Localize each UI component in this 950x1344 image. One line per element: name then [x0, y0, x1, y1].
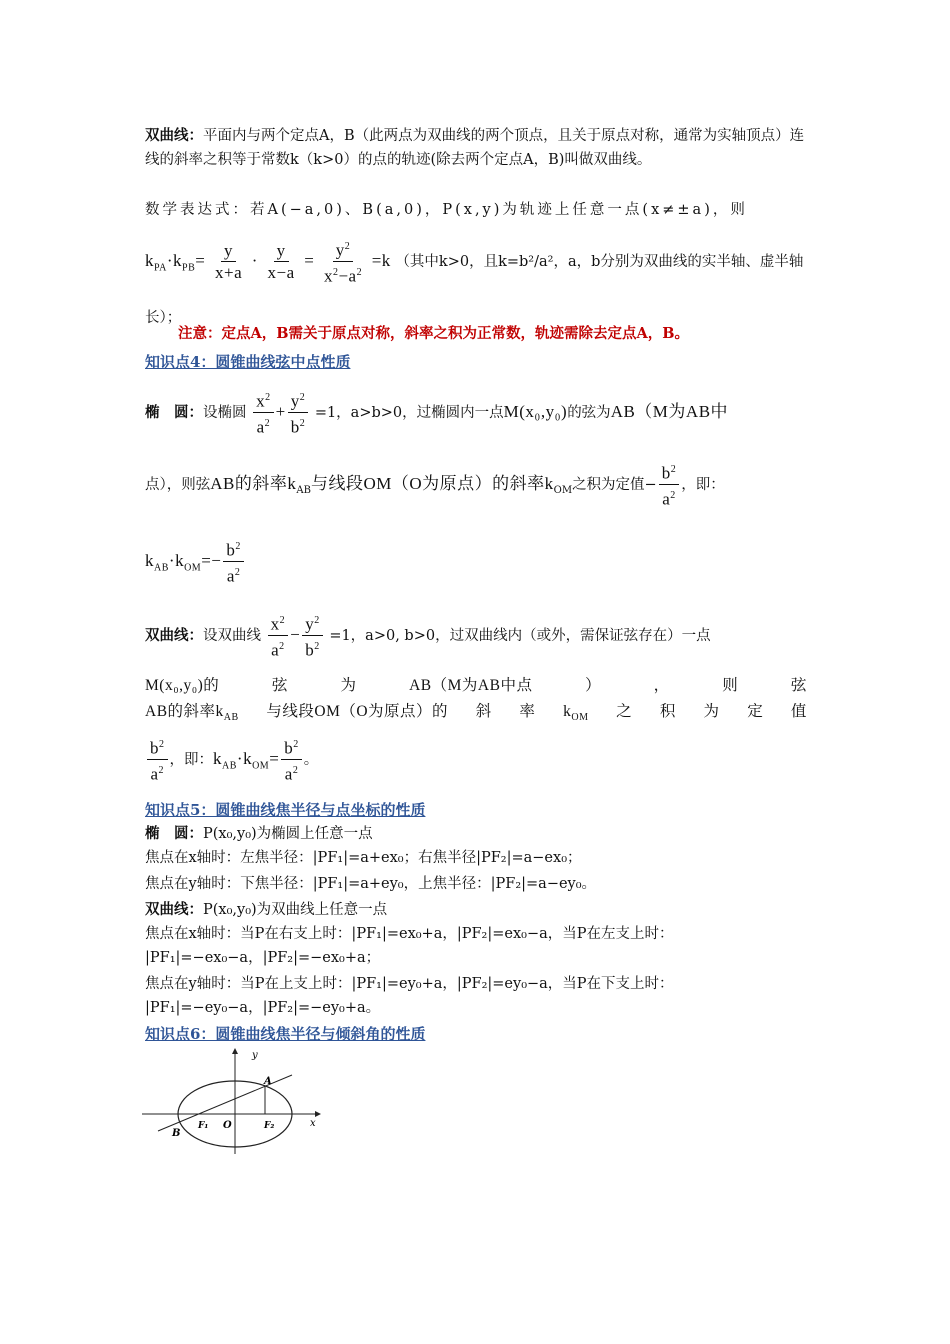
kp5-hyper-label: 双曲线：	[145, 901, 203, 918]
period: 。	[303, 752, 319, 768]
formula-lhs: $k_{PA}\cdot k_{PB}=$	[145, 251, 206, 274]
kp5-ellipse-x: 焦点在x轴时：左焦半径：|PF₁|=a+ex₀；右焦半径|PF₂|=a−ex₀；	[145, 850, 582, 866]
kp4-ellipse-line2: 点），则弦AB的斜率$k_{AB}$与线段OM（O为原点）的斜率$k_{OM}$之积为定值− $\frac{b^2}{a^2}$ ，即：	[145, 460, 807, 515]
kp5-hyper-x1: 焦点在x轴时：当P在右支上时：|PF₁|=ex₀+a，|PF₂|=ex₀−a，当P在左支上时：	[145, 926, 674, 942]
fraction-3: $\frac{y^2}{x^2-a^2}$	[321, 237, 365, 287]
kp5-ellipse-y: 焦点在y轴时：下焦半径：|PF₁|=a+ey₀，上焦半径：|PF₂|=a−ey₀。	[145, 876, 597, 892]
kp5-ellipse-text: P(x₀,y₀)为椭圆上任意一点	[203, 826, 373, 842]
hl3-5: 之	[616, 703, 633, 720]
kp4-ellipse-line1: 椭 圆：设椭圆 $\frac{x^2}{a^2}$ + $\frac{y^2}{b^2}$ =1，a>b>0，过椭圆内一点M(x₀,y₀)的弦为AB（M为AB中	[145, 386, 807, 439]
hyper-frac-y: $\frac{y^2}{b^2}$	[302, 611, 323, 661]
math-expression-intro: 数学表达式：若A(−a,0)、B(a,0)，P(x,y)为轨迹上任意一点(x≠±a)，则	[145, 202, 748, 218]
hyper-text1: 设双曲线	[203, 628, 261, 644]
y-axis-arrow	[232, 1048, 238, 1054]
ellipse-text6: 之积为定值−	[572, 477, 657, 494]
ellipse-point-M: M(x₀,y₀)	[503, 402, 568, 421]
note-text: 定点A，B需关于原点对称，斜率之积为正常数，轨迹需除去定点A，B。	[221, 325, 690, 342]
kp5-hyper-x2: |PF₁|=−ex₀−a，|PF₂|=−ex₀+a；	[145, 950, 381, 966]
hl3-4: k	[563, 703, 572, 720]
hl2-7: 弦	[790, 677, 807, 694]
hyperbola-label-kp4: 双曲线：	[145, 627, 203, 644]
hl2-5: ，	[653, 677, 670, 694]
kp5-hyper-text: P(x₀,y₀)为双曲线上任意一点	[203, 902, 388, 918]
hl2-6: 则	[722, 677, 739, 694]
heading-kp5: 知识点5：圆锥曲线焦半径与点坐标的性质	[145, 801, 426, 819]
hyper-text2: ，过双曲线内（或外，需保证弦存在）一点	[435, 628, 711, 644]
formula-note: （其中k>0，且k=b²/a²，a，b分别为双曲线的实半轴、虚半轴长）；	[145, 254, 804, 327]
ellipse-frac-y: $\frac{y^2}{b^2}$	[288, 388, 309, 438]
hl2-1: 弦	[271, 677, 288, 694]
label-B: B	[172, 1128, 181, 1139]
label-y: y	[252, 1050, 258, 1061]
hl3-7: 为	[703, 703, 720, 720]
x-axis-arrow	[315, 1111, 321, 1117]
ellipse-label: 椭 圆：	[145, 404, 203, 421]
hl2-2: 为	[340, 677, 357, 694]
ellipse-text3: 点），则弦	[145, 477, 211, 494]
kp5-ellipse-line	[145, 822, 807, 846]
kp5-ellipse-label: 椭 圆：	[145, 825, 203, 842]
hyper-tail: ，即：	[169, 752, 213, 768]
hyper-frac-x: $\frac{x^2}{a^2}$	[268, 611, 289, 661]
ellipse-condition: =1，a>b>0，过椭圆内一点	[314, 405, 504, 421]
kp5-hyper-y2: |PF₁|=−ey₀−a，|PF₂|=−ey₀+a。	[145, 1000, 381, 1016]
kp4-hyperbola-line2	[145, 674, 807, 698]
ellipse-frac-x: $\frac{x^2}{a^2}$	[253, 388, 274, 438]
label-x: x	[310, 1118, 316, 1129]
fraction-1: $\frac{y}{x+a}$	[214, 240, 243, 282]
ellipse-chord-AB: AB（M为AB中	[610, 402, 729, 421]
label-F1: F₁	[198, 1121, 209, 1131]
hl3-9: 值	[790, 703, 807, 720]
hyper-condition: =1，a>0, b>0	[329, 628, 436, 644]
ellipse-text2: 的弦为	[567, 405, 611, 421]
heading-kp6: 知识点6：圆锥曲线焦半径与倾斜角的性质	[145, 1025, 426, 1043]
ellipse-text7: ，即：	[681, 477, 725, 494]
heading-kp4: 知识点4：圆锥曲线弦中点性质	[145, 353, 351, 371]
attention-note	[178, 322, 818, 346]
hl3-6: 积	[659, 703, 676, 720]
label-A: A	[264, 1076, 272, 1087]
kp4-hyperbola-line3: AB的斜率$k_{AB}$ 与线段OM（O为原点）的 斜 率 $k_{OM}$ 之 积 为 定 值	[145, 700, 807, 730]
label-O: O	[223, 1120, 232, 1131]
kp5-hyper-line	[145, 898, 807, 922]
kp4-hyperbola-line1: 双曲线：设双曲线 $\frac{x^2}{a^2}$ − $\frac{y^2}{b^2}$ =1，a>0, b>0，过双曲线内（或外，需保证弦存在）一点	[145, 610, 807, 661]
kp4-hyperbola-result: $\frac{b^2}{a^2}$ ，即：$k_{AB}\cdot k_{OM}=$ $\frac{b^2}{a^2}$ 。	[145, 734, 807, 791]
hyperbola-definition	[145, 124, 807, 172]
hl3-3: 率	[519, 703, 536, 720]
hl3-2: 斜	[475, 703, 492, 720]
hl2-3: AB（M为AB中点	[409, 677, 533, 694]
hl3-0: AB的斜率k	[145, 703, 224, 720]
ellipse-text1: 设椭圆	[203, 405, 247, 421]
hl3-8: 定	[747, 703, 764, 720]
hl3-1: 与线段OM（O为原点）的	[266, 703, 449, 720]
label-F2: F₂	[264, 1121, 275, 1131]
hl2-4: ）	[585, 677, 602, 694]
ellipse-figure	[140, 1046, 330, 1158]
hl2-0: M(x₀,y₀)的	[145, 677, 220, 694]
fraction-2: $\frac{y}{x-a}$	[267, 240, 295, 282]
ellipse-const-frac: $\frac{b^2}{a^2}$	[659, 460, 680, 510]
hyperbola-definition-text: 平面内与两个定点A，B（此两点为双曲线的两个顶点，且关于原点对称，通常为实轴顶点）连线的斜率之积等于常数k（k>0）的点的轨迹(除去两个定点A，B)叫做双曲线。	[145, 128, 805, 168]
note-label: 注意：	[178, 325, 222, 342]
slope-product-formula: $k_{PA}\cdot k_{PB}=$ $\frac{y}{x+a}$ · $\frac{y}{x-a}$ = $\frac{y^2}{x^2-a^2}$ =k （其中k>0，且k=b²/a²，a，b分别为双曲线的实半轴、虚半轴长）；	[145, 236, 807, 343]
ellipse-text4: AB的斜率k	[210, 474, 297, 494]
kp5-hyper-y1: 焦点在y轴时：当P在上支上时：|PF₁|=ey₀+a，|PF₂|=ey₀−a，当P在下支上时：	[145, 976, 674, 992]
hyperbola-label: 双曲线：	[145, 127, 203, 144]
kp4-ellipse-result: $k_{AB}\cdot k_{OM}=-$ $\frac{b^2}{a^2}$	[145, 536, 807, 593]
ellipse-text5: 与线段OM（O为原点）的斜率k	[310, 474, 554, 494]
